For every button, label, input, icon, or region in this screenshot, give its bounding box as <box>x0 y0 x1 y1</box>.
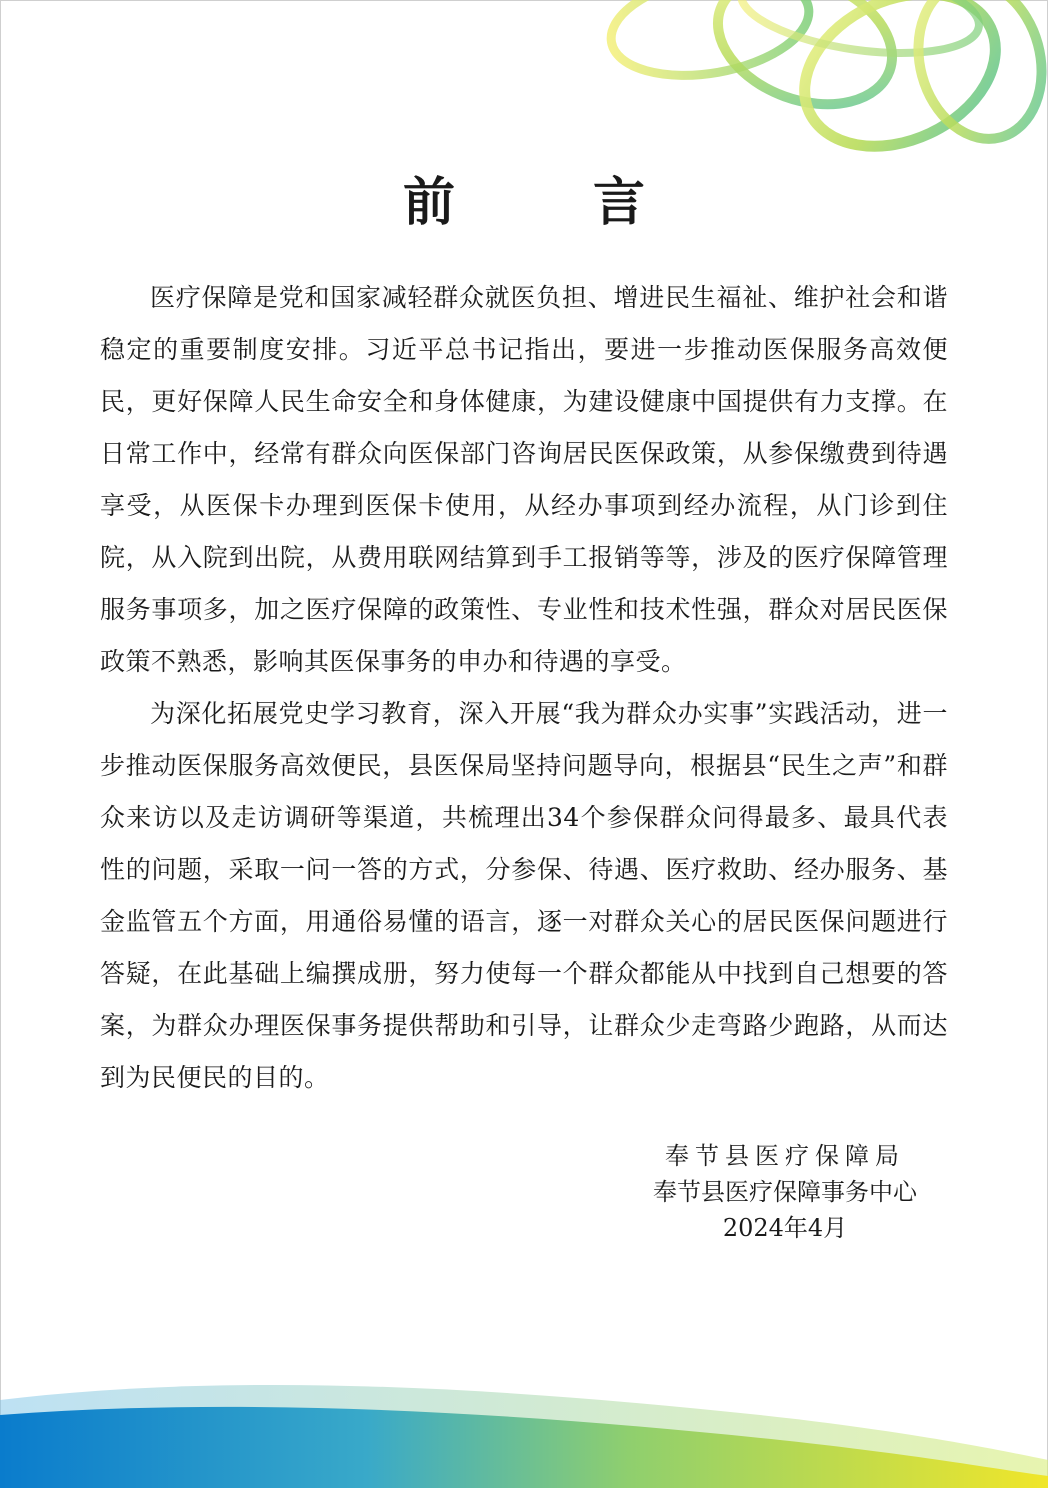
paragraph-2: 为深化拓展党史学习教育，深入开展“我为群众办实事”实践活动，进一步推动医保服务高效便民，县医保局坚持问题导向，根据县“民生之声”和群众来访以及走访调研等渠道，共梳理出34个参保群众问得最多、最具代表性的问题，采取一问一答的方式，分参保、待遇、医疗救助、经办服务、基金监管五个方面，用通俗易懂的语言，逐一对群众关心的居民医保问题进行答疑，在此基础上编撰成册，努力使每一个群众都能从中找到自己想要的答案，为群众办理医保事务提供帮助和引导，让群众少走弯路少跑路，从而达到为民便民的目的。 <box>100 699 948 1092</box>
decorative-rings-graphic <box>600 0 1048 170</box>
signature-date: 2024年4月 <box>722 1214 848 1242</box>
signature-org-2: 奉节县医疗保障事务中心 <box>653 1178 917 1206</box>
signature-org-1: 奉节县医疗保障局 <box>665 1142 905 1170</box>
page-title: 前 言 <box>402 172 706 233</box>
body-text <box>100 272 948 1104</box>
paragraph-1: 医疗保障是党和国家减轻群众就医负担、增进民生福祉、维护社会和谐稳定的重要制度安排。习近平总书记指出，要进一步推动医保服务高效便民，更好保障人民生命安全和身体健康，为建设健康中国提供有力支撑。在日常工作中，经常有群众向医保部门咨询居民医保政策，从参保缴费到待遇享受，从医保卡办理到医保卡使用，从经办事项到经办流程，从门诊到住院，从入院到出院，从费用联网结算到手工报销等等，涉及的医疗保障管理服务事项多，加之医疗保障的政策性、专业性和技术性强，群众对居民医保政策不熟悉，影响其医保事务的申办和待遇的享受。 <box>100 283 948 676</box>
decorative-wave-graphic <box>0 1360 1048 1488</box>
signature-block <box>620 1138 950 1246</box>
